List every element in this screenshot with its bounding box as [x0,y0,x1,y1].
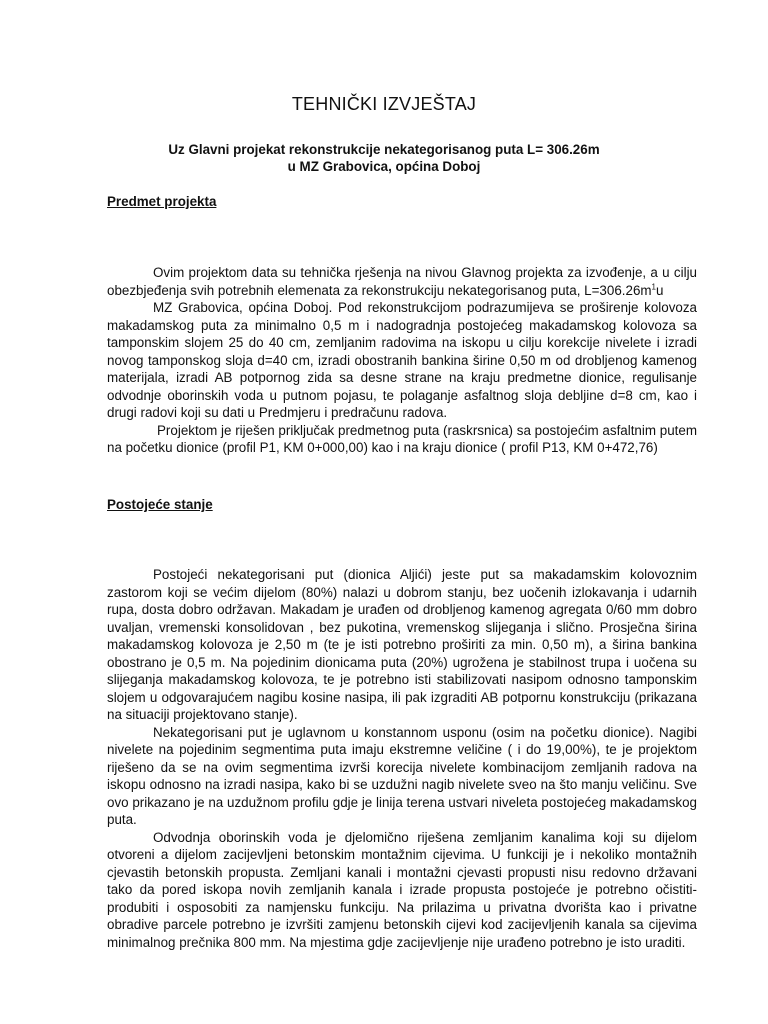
section-postojece-body [107,566,697,951]
subtitle-line-1: Uz Glavni projekat rekonstrukcije nekategorisanog puta L= 306.26m [168,142,600,157]
paragraph: Odvodnja oborinskih voda je djelomično riješena zemljanim kanalima koji su dijelom otvoreni a dijelom zacijevljeni betonskim montažnim cijevima. U funkciji je i nekoliko montažnih cjevastih betonskih propusta. Zemljani kanali i montažni cjevasti propusti nisu redovno državani tako da pored iskopa novih zemljanih kanala i izrade propusta postojeće je potrebno očistiti-produbiti i osposobiti za namjensku funkciju. Na prilazima u privatna dvorišta kao i privatne obradive parcele potrebno je izvršiti zamjenu betonskih cijevi kod zacijevljenih kanala sa cijevima minimalnog prečnika 800 mm. Na mjestima gdje zacijevljenje nije urađeno potrebno je isto uraditi. [107,829,697,950]
paragraph: Postojeći nekategorisani put (dionica Aljići) jeste put sa makadamskim kolovoznim zastorom koji se većim dijelom (80%) nalazi u dobrom stanju, bez uočenih izlokavanja i udarnih rupa, dosta dobro održavan. Makadam je urađen od drobljenog kamenog agregata 0/60 mm dobro uvaljan, vremenski konsolidovan , bez pukotina, vremenskog slijeganja i slično. Prosječna širina makadamskog kolovoza je 2,50 m (te je isti potrebno proširiti za min. 0,50 m), a širina bankina obostrano je 0,5 m. Na pojedinim dionicama puta (20%) ugrožena je stabilnost trupa i uočena su slijeganja makadamskog kolovoza, te je potrebno isti stabilizovati nasipom odnosno tamponskim slojem u odgovarajućem nagibu kosine nasipa, ili pak izgraditi AB potpornu konstrukciju (prikazana na situaciji projektovano stanje). [107,567,697,722]
paragraph: MZ Grabovica, općina Doboj. Pod rekonstrukcijom podrazumijeva se proširenje kolovoza makadamskog puta za minimalno 0,5 m i nadogradnja postojećeg makadamskog kolovoza sa tamponskim slojem 25 do 40 cm, zemljanim radovima na iskopu u cilju korekcije nivelete i izradi novog tamponskog sloja d=40 cm, izradi obostranih bankina širine 0,50 m od drobljenog kamenog materijala, izradi AB potpornog zida sa desne strane na kraju predmetne dionice, regulisanje odvodnje oborinskih voda u putnom pojasu, te polaganje asfaltnog sloja debljine d=8 cm, kao i drugi radovi koji su dati u Predmjeru i predračunu radova. [107,300,697,420]
paragraph: Projektom je riješen priključak predmetnog puta (raskrsnica) sa postojećim asfaltnim putem na početku dionice (profil P1, KM 0+000,00) kao i na kraju dionice ( profil P13, KM 0+472,76) [107,422,697,455]
paragraph [107,264,697,299]
paragraph-text: u [656,282,664,298]
section-predmet-body [107,264,697,457]
paragraph: Nekategorisani put je uglavnom u konstannom usponu (osim na početku dionice). Nagibi nivelete na pojedinim segmentima puta imaju ekstremne veličine ( i do 19,00%), te je projektom riješeno da se na ovim segmentima izvrši korecija nivelete kombinacijom zemljanih radova na iskopu odnosno na izradi nasipa, kako bi se uzdužni nagib nivelete sveo na što manju veličinu. Sve ovo prikazano je na uzdužnom profilu gdje je linija terena ustvari niveleta postojećeg makadamskog puta. [107,724,697,827]
paragraph-text: Ovim projektom data su tehnička rješenja na nivou Glavnog projekta za izvođenje, a u cilju obezbjeđenja svih potrebnih elemenata za rekonstrukciju nekategorisanog puta, L=306.26m [107,265,697,298]
section-heading-postojece: Postojeće stanje [107,497,213,512]
subtitle-line-2: u MZ Grabovica, općina Doboj [287,159,481,174]
section-heading-predmet: Predmet projekta [107,194,217,209]
superscript: 1 [651,282,656,292]
document-title: TEHNIČKI IZVJEŠTAJ [291,94,477,114]
document-subtitle [0,141,768,175]
